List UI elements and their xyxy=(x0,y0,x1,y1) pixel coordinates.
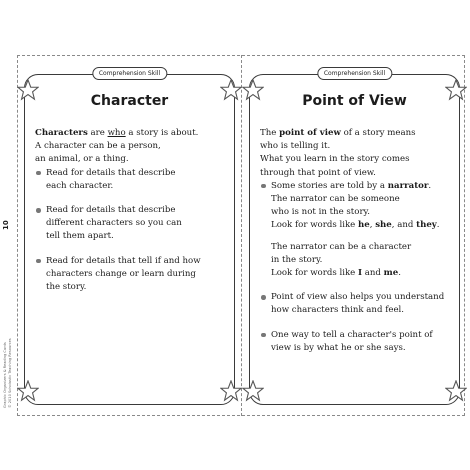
list-item: Read for details that tell if and how characters change or learn during the story. xyxy=(35,255,226,295)
skill-tag: Comprehension Skill xyxy=(92,67,167,80)
card-title: Character xyxy=(90,93,169,109)
sidebar xyxy=(1,220,15,408)
credit-text: Graphic Organizers & Reading Cards © 2010 Scholastic Teaching Resources xyxy=(3,338,12,408)
star-icon xyxy=(220,380,242,402)
star-icon xyxy=(17,380,39,402)
intro-paragraph: Characters are who a story is about. A character can be a person, an animal, or a thing. xyxy=(35,128,199,165)
page-number: 10 xyxy=(2,220,10,230)
character-card xyxy=(24,70,235,405)
cut-divider xyxy=(241,55,242,416)
skill-tag: Comprehension Skill xyxy=(317,67,392,80)
list-item: One way to tell a character's point of view is by what he or she says. xyxy=(260,329,451,355)
star-icon xyxy=(445,380,467,402)
bullet-list xyxy=(260,180,451,355)
star-icon xyxy=(242,380,264,402)
list-item: Some stories are told by a narrator. The narrator can be someone who is not in the story. Look for words like he, she, and they. The narrator can be a character in the story. Look for words like I and me. xyxy=(260,180,451,280)
point-of-view-card xyxy=(249,70,460,405)
bullet-list xyxy=(35,167,226,295)
list-item: Point of view also helps you understand how characters think and feel. xyxy=(260,291,451,317)
intro-paragraph: The point of view of a story means who is telling it. What you learn in the story comes through that point of view. xyxy=(260,128,416,178)
card-content xyxy=(260,127,451,366)
card-content xyxy=(35,127,226,305)
card-title: Point of View xyxy=(302,93,407,109)
list-item: Read for details that describe different characters so you can tell them apart. xyxy=(35,204,226,244)
list-item: Read for details that describe each character. xyxy=(35,167,226,193)
